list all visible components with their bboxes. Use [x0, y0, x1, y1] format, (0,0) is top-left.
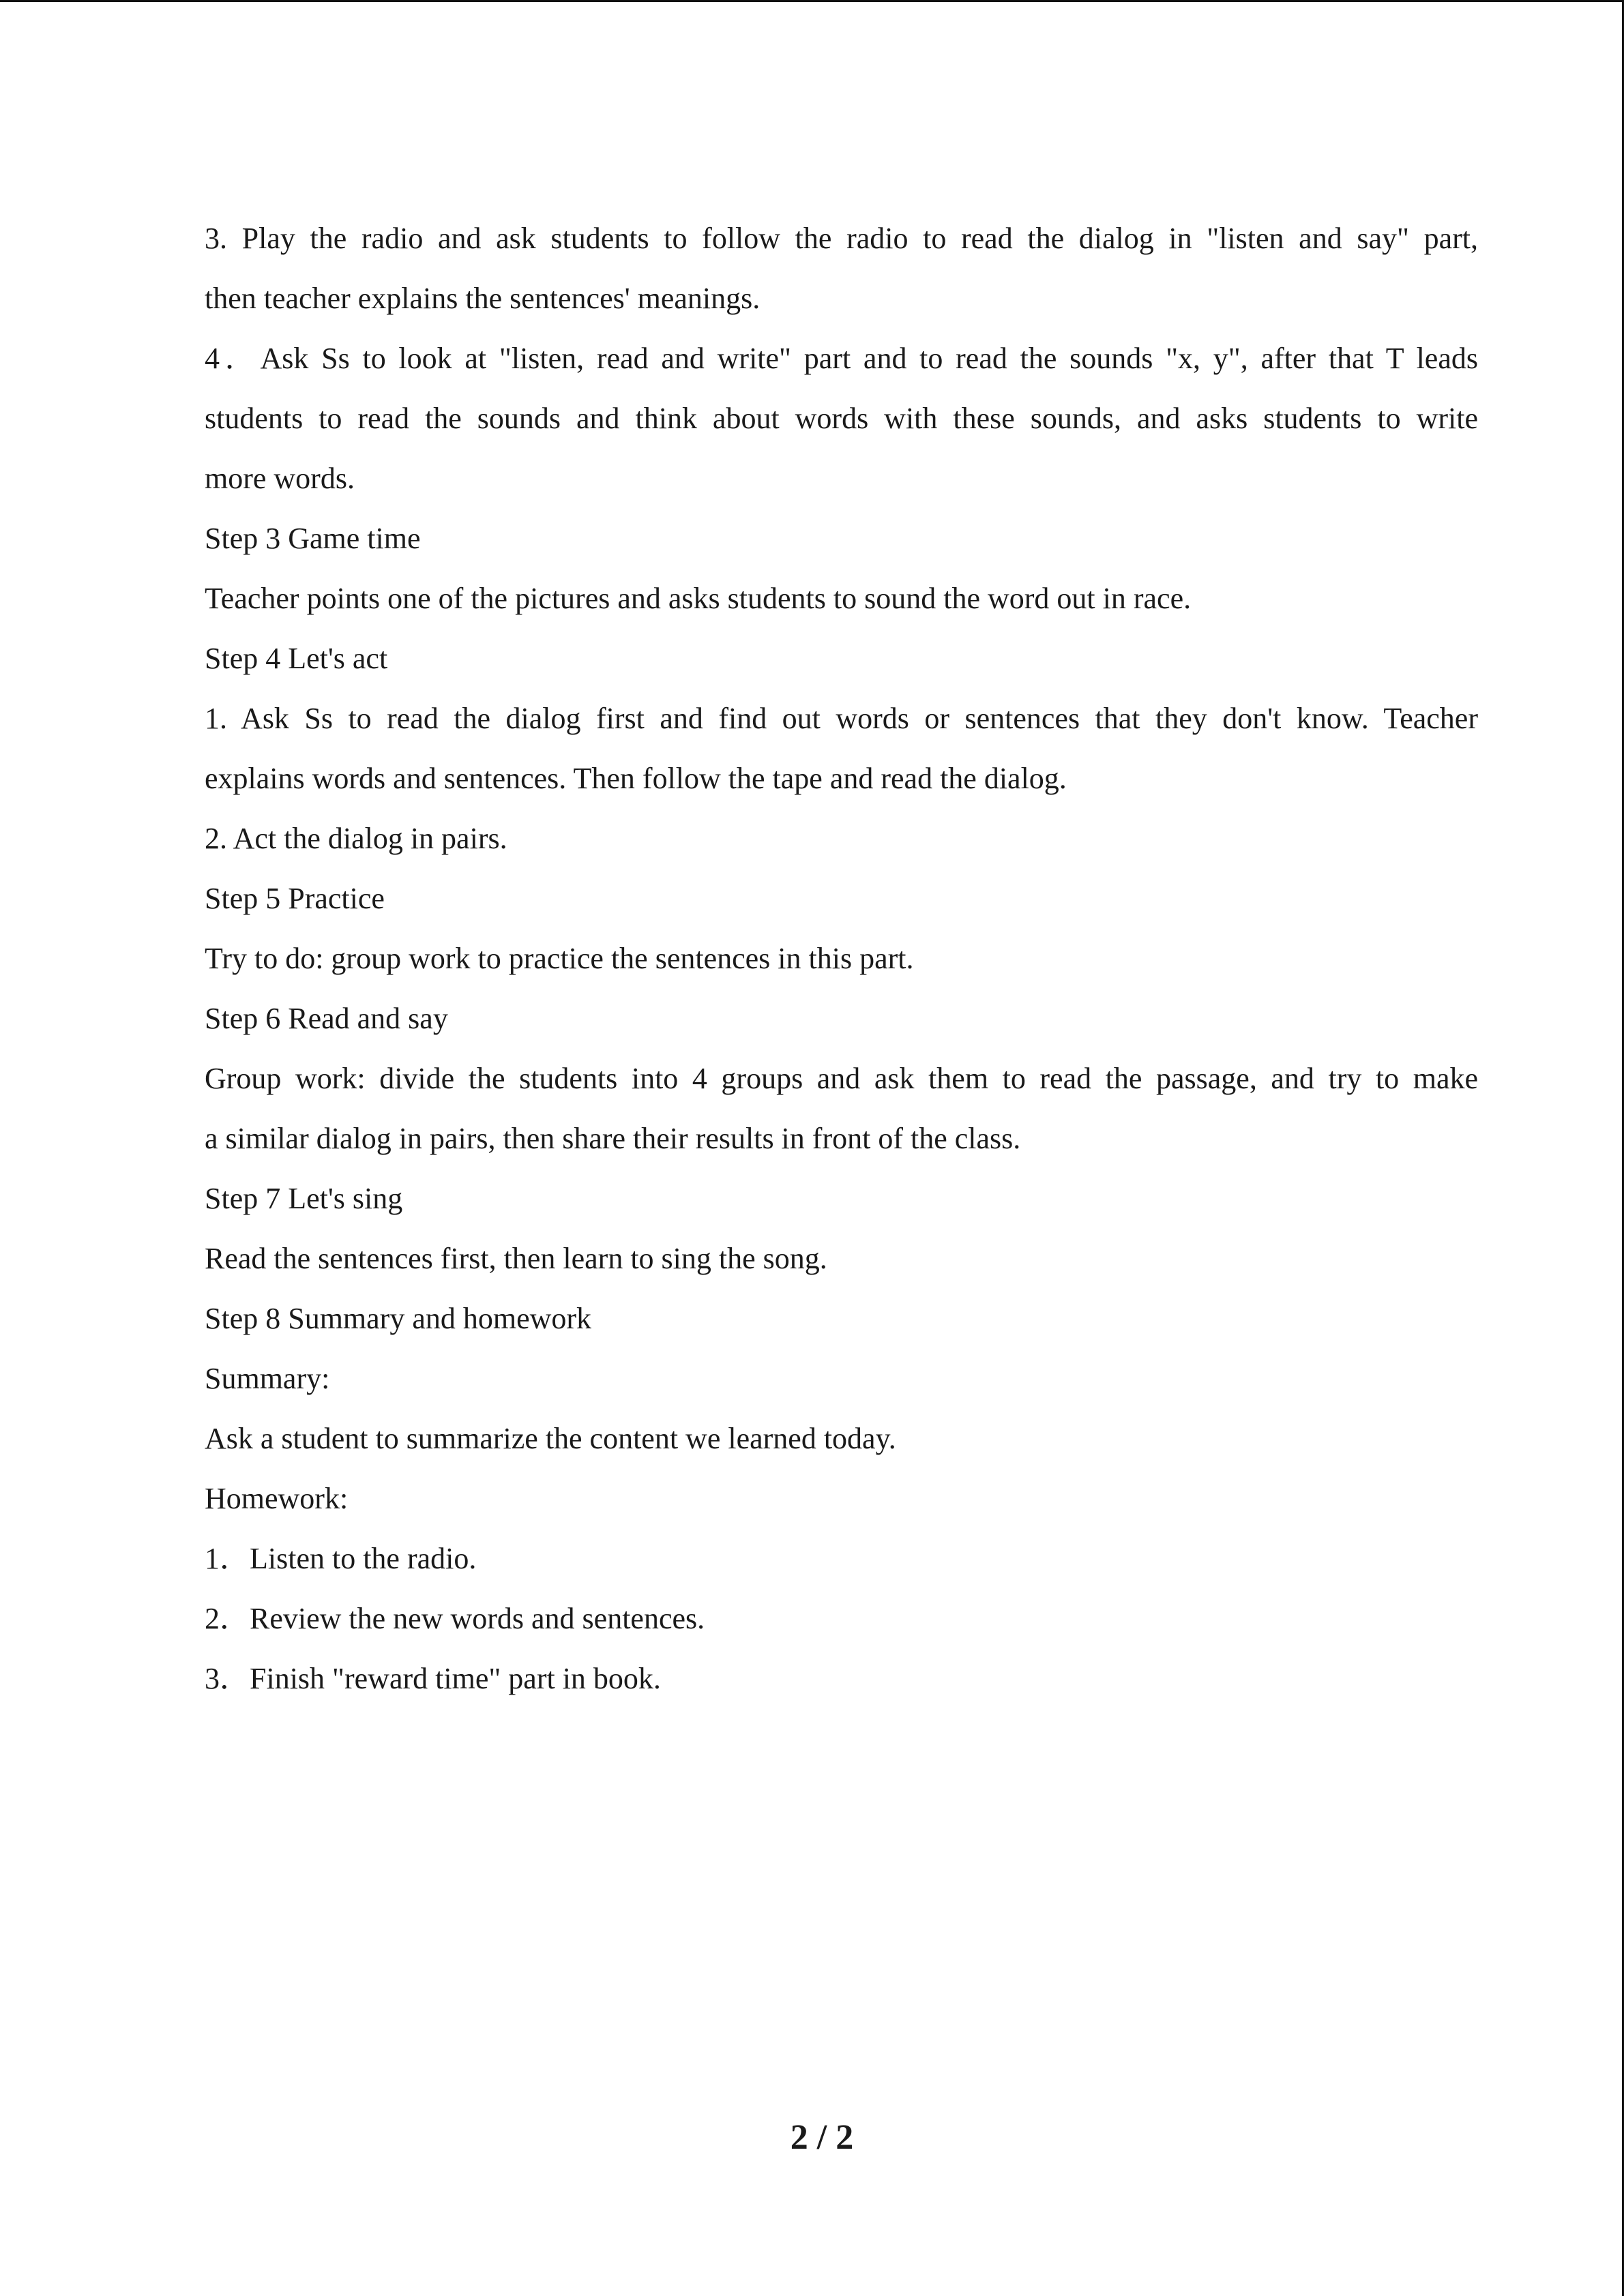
text-line: Step 3 Game time: [205, 522, 421, 555]
page-border-top: [0, 0, 1624, 2]
page-number: 2 / 2: [790, 2118, 854, 2157]
text-line: Summary:: [205, 1362, 330, 1395]
text-line: Step 6 Read and say: [205, 1002, 448, 1035]
text-line: Homework:: [205, 1482, 349, 1515]
text-line: 1. Ask Ss to read the dialog first and find out words or sentences that they don't know. Teacher: [205, 702, 1478, 735]
text-line: more words.: [205, 462, 355, 495]
text-line: students to read the sounds and think about words with these sounds, and asks students to write: [205, 402, 1478, 435]
text-line: Step 4 Let's act: [205, 642, 388, 675]
text-line: Read the sentences first, then learn to sing the song.: [205, 1242, 827, 1275]
text-line: 2．Review the new words and sentences.: [205, 1602, 705, 1635]
text-line: 1．Listen to the radio.: [205, 1542, 477, 1575]
text-line: Ask a student to summarize the content we learned today.: [205, 1422, 896, 1455]
text-line: explains words and sentences. Then follow the tape and read the dialog.: [205, 762, 1067, 795]
text-line: Group work: divide the students into 4 groups and ask them to read the passage, and try to make: [205, 1062, 1478, 1095]
document-body: [205, 209, 1478, 1709]
text-line: Try to do: group work to practice the sentences in this part.: [205, 942, 914, 975]
text-line: Teacher points one of the pictures and asks students to sound the word out in race.: [205, 582, 1192, 615]
text-line: a similar dialog in pairs, then share their results in front of the class.: [205, 1122, 1021, 1155]
text-line: Step 7 Let's sing: [205, 1182, 403, 1215]
text-line: 2. Act the dialog in pairs.: [205, 822, 507, 855]
text-line: 3. Play the radio and ask students to follow the radio to read the dialog in "listen and say" part,: [205, 222, 1478, 255]
text-line: Step 5 Practice: [205, 882, 385, 915]
text-line: Step 8 Summary and homework: [205, 1302, 592, 1335]
text-line: 3．Finish "reward time" part in book.: [205, 1662, 661, 1695]
text-line: 4．Ask Ss to look at "listen, read and write" part and to read the sounds "x, y", after that T leads: [205, 342, 1478, 375]
text-line: then teacher explains the sentences' meanings.: [205, 282, 761, 315]
